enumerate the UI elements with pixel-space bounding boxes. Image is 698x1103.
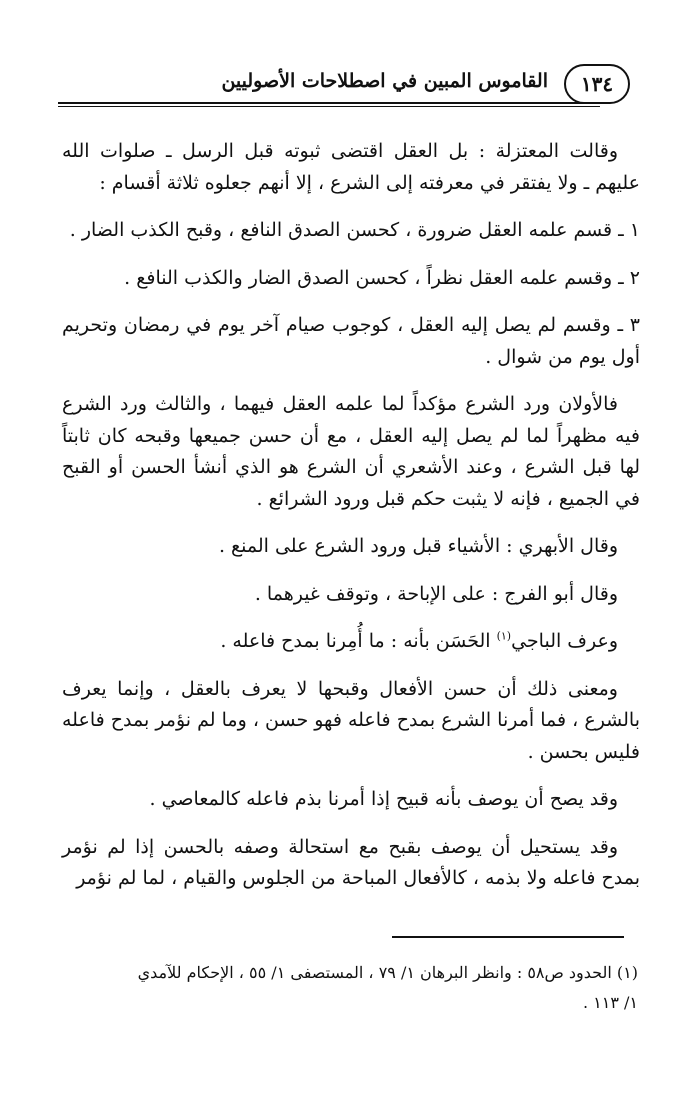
header-rule xyxy=(58,102,600,104)
running-title: القاموس المبين في اصطلاحات الأصوليين xyxy=(221,70,548,92)
paragraph-ugly: وقد يصح أن يوصف بأنه قبيح إذا أمرنا بذم فاعله كالمعاصي . xyxy=(149,788,618,810)
header-rule-thin xyxy=(58,106,600,107)
paragraph-impossible: وقد يستحيل أن يوصف بقبح مع استحالة وصفه بالحسن إذا لم نؤمر بمدح فاعله ولا بذمه ، كالأفعال المباحة من الجلوس والقيام ، لما لم نؤمر xyxy=(62,835,640,889)
paragraph-abu-alfaraj: وقال أبو الفرج : على الإباحة ، وتوقف غيرهما . xyxy=(254,582,618,605)
body-text xyxy=(62,136,640,895)
paragraph-mutazila: وقالت المعتزلة : بل العقل اقتضى ثبوته قبل الرسل ـ صلوات الله عليهم ـ ولا يفتقر في معرفته إلى الشرع ، إلا أنهم جعلوه ثلاثة أقسام : xyxy=(62,140,640,194)
list-item-3: ٣ ـ وقسم لم يصل إليه العقل ، كوجوب صيام آخر يوم في رمضان وتحريم أول يوم من شوال . xyxy=(62,314,640,368)
paragraph-meaning: ومعنى ذلك أن حسن الأفعال وقبحها لا يعرف بالعقل ، وإنما يعرف بالشرع ، فما أمرنا الشرع بمدح فاعله فهو حسن ، وما لم نؤمر بمدح فاعله فليس بحسن . xyxy=(62,677,640,763)
paragraph-baji: وعرف الباجي$^{(١)}$ الحَسَن بأنه : ما أُمِرنا بمدح فاعله . xyxy=(220,629,618,652)
footnote-separator xyxy=(392,936,624,938)
page-number: ١٣٤ xyxy=(580,72,614,96)
footnote-line-1: (١) الحدود ص٥٨ : وانظر البرهان ١/ ٧٩ ، المستصفى ١/ ٥٥ ، الإحكام للآمدي xyxy=(137,963,638,982)
footnote-marker: (١) xyxy=(496,629,512,643)
list-item-1: ١ ـ قسم علمه العقل ضرورة ، كحسن الصدق النافع ، وقبح الكذب الضار . xyxy=(69,219,640,241)
paragraph-first-two: فالأولان ورد الشرع مؤكداً لما علمه العقل فيهما ، والثالث ورد الشرع فيه مظهراً لما لم يصل إليه العقل ، مع أن حسن جميعها وقبحه كان ثابتاً لها قبل الشرع ، وعند الأشعري أن الشرع هو الذي أنشأ الحسن أو القبح في الجميع ، فإنه لا يثبت حكم قبل ورود الشرائع . xyxy=(62,393,640,510)
footnote xyxy=(62,958,638,1018)
footnote-line-2: ١/ ١١٣ . xyxy=(582,993,638,1012)
paragraph-abhari: وقال الأبهري : الأشياء قبل ورود الشرع على المنع . xyxy=(218,535,618,557)
page-number-badge xyxy=(564,64,630,104)
list-item-2: ٢ ـ وقسم علمه العقل نظراً ، كحسن الصدق الضار والكذب النافع . xyxy=(124,266,640,289)
page-header xyxy=(58,60,630,110)
